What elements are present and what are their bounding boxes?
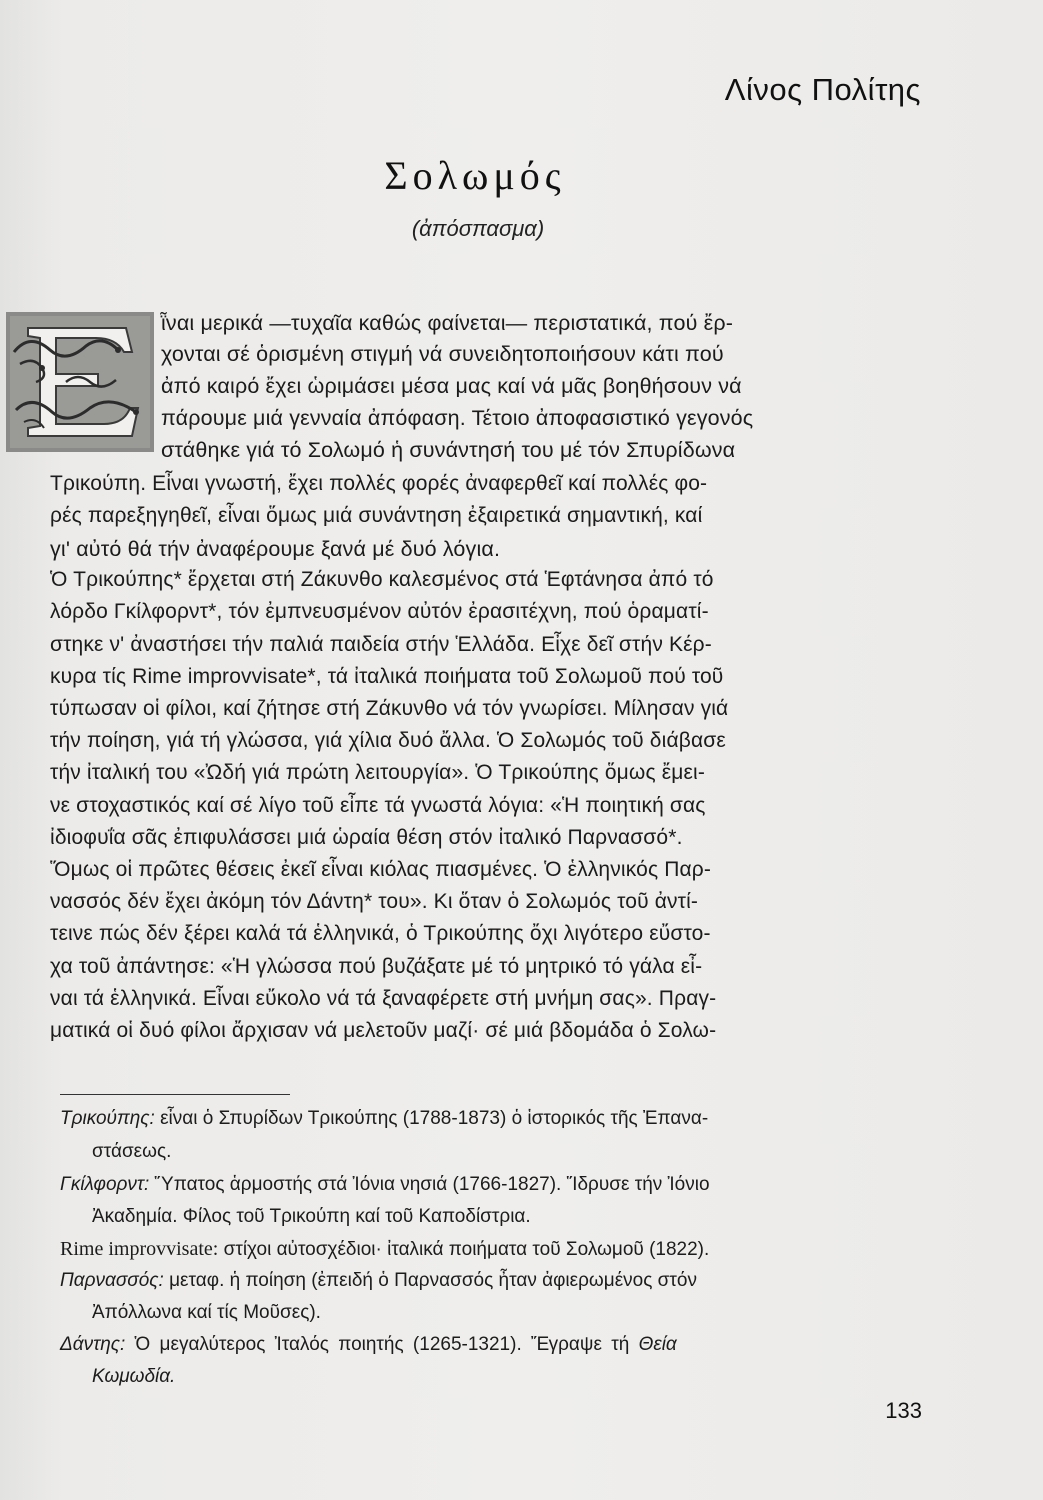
body-line: ῗναι μερικά —τυχαῖα καθώς φαίνεται— περιστατικά, πού ἔρ- <box>161 311 734 335</box>
footnote-parnassos <box>60 1270 697 1292</box>
footnote-term: Τρικούπης: <box>60 1108 155 1129</box>
body-line: στηκε ν' ἀναστήσει τήν παλιά παιδεία στήν Ἑλλάδα. Εἶχε δεῖ στήν Κέρ- <box>50 633 712 656</box>
body-line: χα τοῦ ἀπάντησε: «Ἡ γλώσσα πού βυζάξατε μέ τό μητρικό τό γάλα εἶ- <box>50 955 703 978</box>
footnote-continuation: Ἀπόλλωνα καί τίς Μοῦσες). <box>92 1302 321 1323</box>
footnote-italic-tail: Θεία <box>638 1334 677 1355</box>
body-line: γι' αὐτό θά τήν ἀναφέρουμε ξανά μέ δυό λόγια. <box>50 537 501 561</box>
footnote-divider <box>60 1094 290 1095</box>
footnote-term: Δάντης: <box>60 1334 126 1355</box>
footnote-text: μεταφ. ἡ ποίηση (ἐπειδή ὁ Παρνασσός ἦταν ἀφιερωμένος στόν <box>163 1270 697 1291</box>
footnote-continuation <box>92 1366 175 1388</box>
author-name: Λίνος Πολίτης <box>724 72 921 107</box>
footnote-text: Ὕπατος ἁρμοστής στά Ἰόνια νησιά (1766-1827). Ἵδρυσε τήν Ἰόνιο <box>149 1174 710 1195</box>
body-line: τεινε πώς δέν ξέρει καλά τά ἑλληνικά, ὁ Τρικούπης ὄχι λιγότερο εὔστο- <box>50 922 711 945</box>
page-title: Σολωμός <box>384 153 566 198</box>
footnote-text: εἶναι ὁ Σπυρίδων Τρικούπης (1788-1873) ὁ ἱστορικός τῆς Ἐπανα- <box>154 1108 709 1129</box>
body-line: ναι τά ἑλληνικά. Εἶναι εὔκολο νά τά ξαναφέρετε στή μνήμη σας». Πραγ- <box>50 987 717 1010</box>
body-line: νε στοχαστικός καί σέ λίγο τοῦ εἶπε τά γνωστά λόγια: «Ἡ ποιητική σας <box>50 794 706 817</box>
body-line: ρές παρεξηγηθεῖ, εἶναι ὅμως μιά συνάντηση ἐξαιρετικά σημαντική, καί <box>50 504 703 527</box>
body-line: τήν ἰταλική του «Ὠδή γιά πρώτη λειτουργία». Ὁ Τρικούπης ὅμως ἔμει- <box>50 761 705 784</box>
footnote-guilford <box>60 1174 710 1196</box>
footnote-text: στίχοι αὐτοσχέδιοι· ἰταλικά ποιήματα τοῦ Σολωμοῦ (1822). <box>218 1239 710 1260</box>
body-line: στάθηκε γιά τό Σολωμό ἡ συνάντησή του μέ τόν Σπυρίδωνα <box>161 438 736 462</box>
footnote-continuation: Ἀκαδημία. Φίλος τοῦ Τρικούπη καί τοῦ Καποδίστρια. <box>92 1206 531 1227</box>
body-line: λόρδο Γκίλφορντ*, τόν ἐμπνευσμένον αὐτόν ἐρασιτέχνη, πού ὁραματί- <box>50 600 709 623</box>
footnote-continuation: στάσεως. <box>92 1141 172 1162</box>
body-line: πάρουμε μιά γενναία ἀπόφαση. Τέτοιο ἀποφασιστικό γεγονός <box>161 406 754 430</box>
body-line: νασσός δέν ἔχει ἀκόμη τόν Δάντη* του». Κι ὅταν ὁ Σολωμός τοῦ ἀντί- <box>50 890 699 913</box>
body-line: χονται σέ ὁρισμένη στιγμή νά συνειδητοποιήσουν κάτι πού <box>161 342 724 366</box>
drop-cap-e-icon <box>6 312 154 452</box>
page-number: 133 <box>885 1398 922 1423</box>
subtitle: (ἀπόσπασμα) <box>411 216 545 241</box>
footnote-rime <box>60 1238 709 1261</box>
footnote-dante <box>60 1334 677 1356</box>
footnote-italic-cont: Κωμωδία. <box>92 1366 176 1387</box>
footnote-term: Παρνασσός: <box>60 1270 164 1291</box>
footnote-term: Γκίλφορντ: <box>60 1174 150 1195</box>
body-line: ματικά οἱ δυό φίλοι ἄρχισαν νά μελετοῦν μαζί· σέ μιά βδομάδα ὁ Σολω- <box>50 1019 717 1042</box>
footnote-trikoupis <box>60 1108 708 1130</box>
footnote-term: Rime improvvisate: <box>60 1238 219 1260</box>
body-line: ἰδιοφυΐα σᾶς ἐπιφυλάσσει μιά ὡραία θέση στόν ἰταλικό Παρνασσό*. <box>50 826 683 849</box>
body-line: Ὁ Τρικούπης* ἔρχεται στή Ζάκυνθο καλεσμένος στά Ἑφτάνησα ἀπό τό <box>50 568 714 591</box>
body-line: τύπωσαν οἱ φίλοι, καί ζήτησε στή Ζάκυνθο νά τόν γνωρίσει. Μίλησαν γιά <box>50 697 729 720</box>
body-line: τήν ποίηση, γιά τή γλώσσα, γιά χίλια δυό ἄλλα. Ὁ Σολωμός τοῦ διάβασε <box>50 729 726 752</box>
body-line: κυρα τίς Rime improvvisate*, τά ἰταλικά ποιήματα τοῦ Σολωμοῦ πού τοῦ <box>50 665 724 688</box>
body-line: ἀπό καιρό ἔχει ὡριμάσει μέσα μας καί νά μᾶς βοηθήσουν νά <box>161 374 742 398</box>
body-line: Τρικούπη. Εἶναι γνωστή, ἔχει πολλές φορές ἀναφερθεῖ καί πολλές φο- <box>50 472 708 495</box>
footnote-text: Ὁ μεγαλύτερος Ἰταλός ποιητής (1265-1321). Ἔγραψε τή <box>125 1334 630 1355</box>
body-line: Ὅμως οἱ πρῶτες θέσεις ἐκεῖ εἶναι κιόλας πιασμένες. Ὁ ἑλληνικός Παρ- <box>50 858 712 881</box>
